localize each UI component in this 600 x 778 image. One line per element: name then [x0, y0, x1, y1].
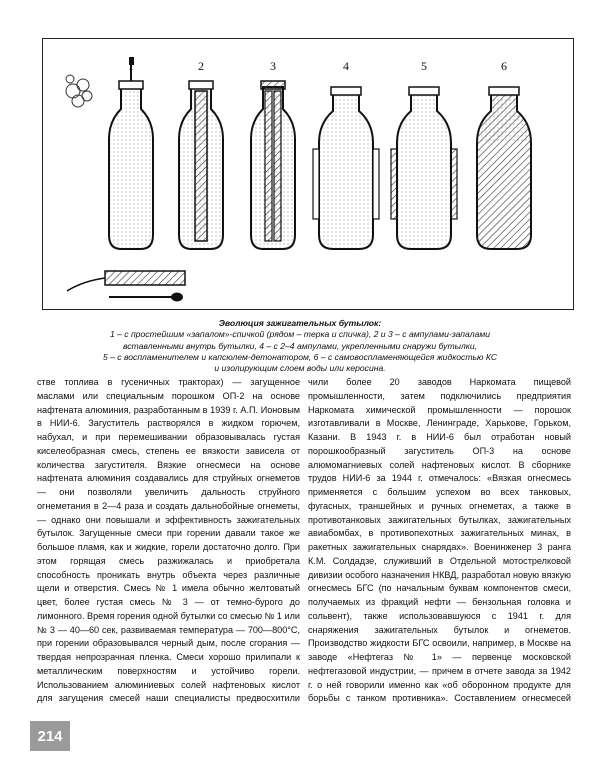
text-column-left: [37, 376, 300, 706]
page-number: 214: [30, 721, 70, 751]
bottle-6: [477, 87, 531, 249]
figure-illustration: [42, 38, 574, 310]
bottle-3: [251, 81, 295, 249]
bottle-1: [109, 57, 153, 249]
caption-line-3: 5 – с воспламенителем и капсюлем-детонатором, 6 – с самовоспламеняющейся жидкостью КС: [102, 351, 498, 362]
bottle-number-2: 2: [198, 59, 204, 73]
bottle-number-4: 4: [343, 59, 349, 73]
bottle-number-6: 6: [501, 59, 507, 73]
right-column-text: чили более 20 заводов Наркомата пищевой промышленности, затем подключились предприятия Наркомата химической промышленности — порошок изготавливали в Москве, Ленинграде, Харькове, Горьком, Казани. В 1943 г. в НИИ-6 был отработан новый порошкообразный загуститель ОП-3 на основе алюмомагниевых солей нафтеновых кислот. В сборнике трудов НИИ-6 за 1944 г. отмечалось: «Вязкая огнесмесь применяется с большим успехом во всех танковых, фугасных, траншейных и ручных огнеметах, а также в противотанковых зажигательных бутылках, зажигательных авиабомбах, в противопехотных зажигательных минах, в ракетных зажигательных снарядах». Военинженер 3 ранга К.М. Солдадзе, служивший в Отдельной мотострелковой дивизии особого назначения НКВД, разработал новую вязкую огнесмесь БГС (по начальным буквам компонентов смеси, получаемых из фракций нефти — бензольная головка и сольвент), также использовавшуюся с 1941 г. для снаряжения зажигательных бутылок и огнеметов. Производство жидкости БГС освоили, например, в Москве на заводе «Нефтегаз № 1» — первенце московской нефтегазовой индустрии, — причем в отчете завода за 1942 г. о ней говорили именно как «об оборонном продукте для борьбы с танком противника». Составлением огнесмесей: [308, 377, 571, 704]
caption-title: Эволюция зажигательных бутылок:: [218, 318, 382, 328]
caption-line-1: 1 – с простейшим «запалом»-спичкой (рядом – терка и спичка), 2 и 3 – с ампулами-запалами: [109, 329, 491, 340]
bottles-drawing: [43, 39, 573, 309]
bottle-number-1: 1: [128, 59, 134, 73]
bottle-5: [391, 87, 457, 249]
text-column-right: [308, 376, 571, 706]
caption-line-4: и изолирующим слоем воды или керосина.: [214, 363, 386, 374]
smoke-puff-icon: [66, 75, 92, 107]
match-and-striker-icon: [67, 271, 185, 302]
bottle-number-5: 5: [421, 59, 427, 73]
bottle-2: [179, 81, 223, 249]
figure-caption: [30, 318, 570, 374]
left-column-text: стве топлива в гусеничных тракторах) — загущенное маслами или специальным порошком ОП-2 на основе нафтената алюминия, разработанным в 1939 г. А.П. Ионовым в НИИ-6. Загуститель растворялся в жидком горючем, набухал, и при перемешивании образовывалась густая киселеобразная смесь, степень ее вязкости зависела от количества загустителя. Вязкие огнесмеси на основе нафтената алюминия создавались для струйных огнеметов — они позволяли увеличить дальность струйного огнеметания в 2—4 раза и создать дальнобойные огнеметы, — однако они повышали и эффективность зажигательных бутылок. Загущенные смеси при горении давали такое же большое пламя, как и жидкие, горели достаточно долго. При этом горящая смесь разжижалась и приобретала способность проникать внутрь объекта через различные щели и отверстия. Смесь № 1 имела обычно желтоватый цвет, более густая смесь № 3 — от темно-бурого до лимонного. Время горения одной бутылки со смесью № 1 или № 3 — 40—60 сек, развиваемая температура — 700—800°С, при горении образовывался черный дым, после сгорания — твердая непрозрачная пленка. Смеси хорошо прилипали к металлическим поверхностям и устойчиво горели. Использованием алюминиевых солей нафтеновых кислот для загущения смесей наши специалисты предвосхитили: [37, 377, 300, 704]
bottle-number-3: 3: [270, 59, 276, 73]
caption-line-2: вставленными внутрь бутылки, 4 – с 2–4 ампулами, укрепленными снаружи бутылки,: [122, 340, 478, 351]
bottle-4: [313, 87, 379, 249]
